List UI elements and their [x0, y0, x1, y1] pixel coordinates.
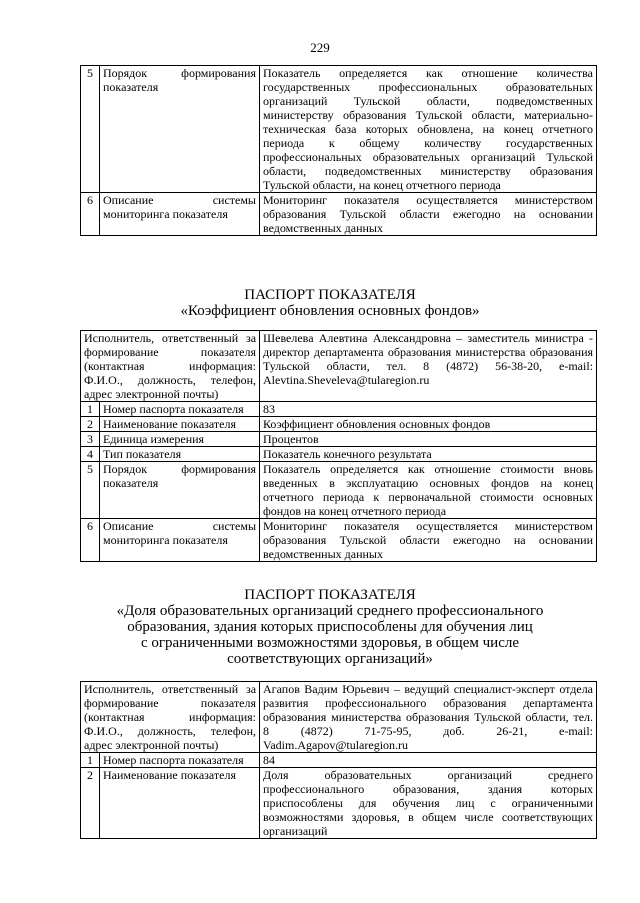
- passport-heading: [70, 287, 590, 319]
- page-number: 229: [310, 40, 330, 55]
- passport-table: [80, 681, 597, 839]
- table-row: [81, 417, 597, 432]
- passport-subtitle-line: соответствующих организаций»: [227, 651, 433, 667]
- row-label: Описание системы мониторинга показателя: [100, 193, 260, 236]
- row-number: 1: [81, 402, 100, 417]
- row-value: Показатель конечного результата: [260, 447, 597, 462]
- row-value: Коэффициент обновления основных фондов: [260, 417, 597, 432]
- row-value: Процентов: [260, 432, 597, 447]
- passport-subtitle-line: с ограниченными возможностями здоровья, в общем числе: [140, 635, 520, 651]
- executor-value: Агапов Вадим Юрьевич – ведущий специалист-эксперт отдела развития профессионального образования департамента образования министерства образования Тульской области, тел. 8 (4872) 71-75-95, доб. 26-21, e-mail: Vadim.Agapov@tularegion.ru: [260, 682, 597, 753]
- row-number: 3: [81, 432, 100, 447]
- row-label: Единица измерения: [100, 432, 260, 447]
- passport-subtitle: «Коэффициент обновления основных фондов»: [180, 303, 480, 319]
- row-number: 2: [81, 768, 100, 839]
- passport-heading: [70, 587, 590, 667]
- passport-subtitle-line: образования, здания которых приспособлены для обучения лиц: [127, 619, 533, 635]
- row-label: Наименование показателя: [100, 417, 260, 432]
- row-label: Порядок формирования показателя: [100, 462, 260, 519]
- row-label: Номер паспорта показателя: [100, 753, 260, 768]
- row-value: Мониторинг показателя осуществляется министерством образования Тульской области ежегодно на основании ведомственных данных: [260, 193, 597, 236]
- row-number: 1: [81, 753, 100, 768]
- row-label: Номер паспорта показателя: [100, 402, 260, 417]
- row-label: Наименование показателя: [100, 768, 260, 839]
- table-row: [81, 193, 597, 236]
- row-value: Мониторинг показателя осуществляется министерством образования Тульской области ежегодно на основании ведомственных данных: [260, 519, 597, 562]
- executor-label: Исполнитель, ответственный за формирование показателя (контактная информация: Ф.И.О., должность, телефон, адрес электронной почты): [81, 682, 260, 753]
- table-row: [81, 753, 597, 768]
- table-row: [81, 519, 597, 562]
- table-row: [81, 66, 597, 193]
- table-row: [81, 462, 597, 519]
- row-number: 6: [81, 193, 100, 236]
- table-row: [81, 402, 597, 417]
- passport-title: ПАСПОРТ ПОКАЗАТЕЛЯ: [244, 587, 416, 603]
- row-value: Показатель определяется как отношение стоимости вновь введенных в эксплуатацию основных фондов на конец отчетного периода к первоначальной стоимости основных фондов на конец отчетного периода: [260, 462, 597, 519]
- row-number: 5: [81, 66, 100, 193]
- row-value: Доля образовательных организаций среднего профессионального образования, здания которых приспособлены для обучения лиц с ограниченными возможностями здоровья, в общем числе соответствующих организаций: [260, 768, 597, 839]
- row-number: 4: [81, 447, 100, 462]
- passport-table: [80, 330, 597, 562]
- table-row: [81, 331, 597, 402]
- table-row: [81, 768, 597, 839]
- row-label: Тип показателя: [100, 447, 260, 462]
- table-row: [81, 447, 597, 462]
- passport-subtitle-line: «Доля образовательных организаций среднего профессионального: [116, 603, 544, 619]
- passport-title: ПАСПОРТ ПОКАЗАТЕЛЯ: [244, 287, 416, 303]
- table-continued: [80, 65, 597, 236]
- row-value: Показатель определяется как отношение количества государственных профессиональных образовательных организаций Тульской области, подведомственных министерству образования Тульской области, материально-техническая база которых обновлена, на конец отчетного периода к общему количеству государственных профессиональных образовательных организаций Тульской области, подведомственных министерству образования Тульской области, на конец отчетного периода: [260, 66, 597, 193]
- table-row: [81, 432, 597, 447]
- executor-value: Шевелева Алевтина Александровна – заместитель министра - директор департамента образования министерства образования Тульской области, тел. 8 (4872) 56-38-20, e-mail: Alevtina.Sheveleva@tularegion.ru: [260, 331, 597, 402]
- row-value: 84: [260, 753, 597, 768]
- row-label: Порядок формирования показателя: [100, 66, 260, 193]
- row-label: Описание системы мониторинга показателя: [100, 519, 260, 562]
- row-number: 5: [81, 462, 100, 519]
- table-row: [81, 682, 597, 753]
- row-number: 6: [81, 519, 100, 562]
- row-number: 2: [81, 417, 100, 432]
- executor-label: Исполнитель, ответственный за формирование показателя (контактная информация: Ф.И.О., должность, телефон, адрес электронной почты): [81, 331, 260, 402]
- row-value: 83: [260, 402, 597, 417]
